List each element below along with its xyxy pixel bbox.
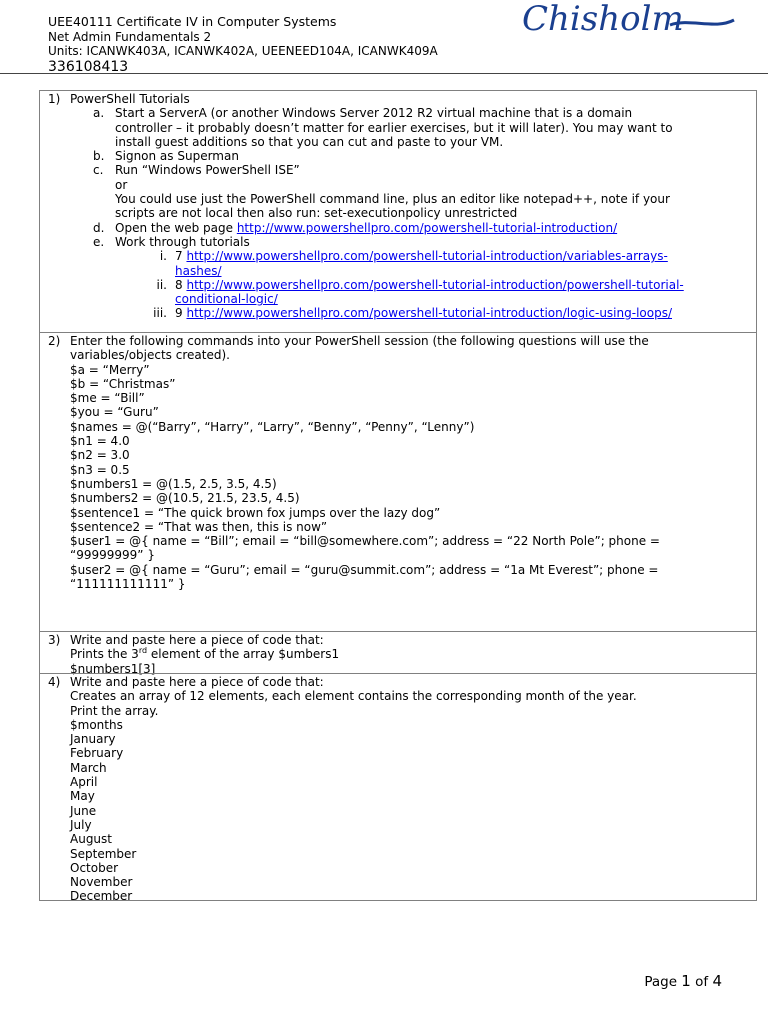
code-line: $user1 = @{ name = “Bill”; email = “bill@somewhere.com”; address = “22 North Pole”; phone =: [70, 534, 660, 549]
code-line: $you = “Guru”: [70, 405, 159, 420]
page-footer: [644, 972, 722, 990]
header-divider: [0, 73, 768, 74]
month-line: August: [70, 832, 112, 847]
section-number: 2): [48, 334, 61, 348]
item-e-iii: iii. 9 http://www.powershellpro.com/powershell-tutorial-introduction/logic-using-loops/: [153, 306, 672, 321]
code-line: $n1 = 4.0: [70, 434, 130, 449]
month-line: April: [70, 775, 98, 790]
month-line: March: [70, 760, 107, 775]
units-line: Units: ICANWK403A, ICANWK402A, UEENEED104A, ICANWK409A: [48, 44, 438, 58]
subject-title: Net Admin Fundamentals 2: [48, 29, 212, 44]
page-total: 4: [712, 972, 722, 990]
page-word: Page: [644, 974, 677, 990]
of-word: of: [695, 974, 709, 990]
item-a-cont: controller – it probably doesn’t matter for earlier exercises, but it will later). You may want to: [115, 120, 673, 135]
code-line: Enter the following commands into your PowerShell session (the following questions will use the: [70, 334, 649, 348]
code-line: “111111111111” }: [70, 577, 186, 592]
section-3: [39, 631, 757, 674]
conditional-logic-link[interactable]: http://www.powershellpro.com/powershell-tutorial-introduction/powershell-tutorial-: [186, 277, 684, 292]
item-c: c. Run “Windows PowerShell ISE”: [93, 163, 300, 178]
answer-line: $numbers1[3]: [70, 661, 156, 676]
month-line: October: [70, 860, 119, 875]
code-line: $sentence2 = “That was then, this is now”: [70, 519, 328, 534]
month-line: May: [70, 789, 95, 804]
month-line: December: [70, 889, 133, 904]
month-line: June: [70, 803, 97, 818]
logic-loops-link[interactable]: http://www.powershellpro.com/powershell-tutorial-introduction/logic-using-loops/: [186, 306, 672, 321]
section-number: 3): [48, 633, 61, 647]
section-1: [39, 90, 757, 333]
question-line: Creates an array of 12 elements, each element contains the corresponding month of the year.: [70, 689, 637, 704]
item-e: e. Work through tutorials: [93, 234, 250, 249]
item-b: b. Signon as Superman: [93, 149, 239, 164]
code-line: “99999999” }: [70, 548, 155, 563]
month-line: July: [70, 817, 92, 832]
question-line: Prints the 3rd element of the array $umbers1: [70, 646, 340, 662]
item-e-ii: ii. 8 http://www.powershellpro.com/powershell-tutorial-introduction/powershell-tutorial-: [156, 277, 684, 292]
month-line: September: [70, 846, 137, 861]
month-line: November: [70, 875, 133, 890]
answer-line: $months: [70, 717, 123, 732]
code-line: $me = “Bill”: [70, 391, 145, 406]
section-title: PowerShell Tutorials: [70, 92, 190, 106]
question-line: Print the array.: [70, 703, 159, 718]
section-number: 1): [48, 92, 61, 106]
item-a-cont: install guest additions so that you can cut and paste to your VM.: [115, 134, 504, 149]
code-line: $n3 = 0.5: [70, 462, 130, 477]
month-line: February: [70, 746, 124, 761]
page-number: 1: [681, 972, 691, 990]
section-number: 4): [48, 675, 61, 689]
question-line: Write and paste here a piece of code that:: [70, 675, 324, 689]
conditional-logic-link-cont[interactable]: conditional-logic/: [175, 292, 278, 307]
item-a: a. Start a ServerA (or another Windows Server 2012 R2 virtual machine that is a domain: [93, 106, 633, 121]
code-line: $n2 = 3.0: [70, 448, 130, 463]
item-c-cont: scripts are not local then also run: set-executionpolicy unrestricted: [115, 206, 518, 221]
item-e-i: i. 7 http://www.powershellpro.com/powershell-tutorial-introduction/variables-arrays-: [159, 249, 668, 264]
code-line: $numbers1 = @(1.5, 2.5, 3.5, 4.5): [70, 476, 277, 491]
variables-arrays-link[interactable]: http://www.powershellpro.com/powershell-tutorial-introduction/variables-arrays-: [186, 249, 668, 264]
logo-text: Chisholm: [522, 0, 684, 39]
code-line: $user2 = @{ name = “Guru”; email = “guru@summit.com”; address = “1a Mt Everest”; phone =: [70, 562, 659, 577]
chisholm-logo: [520, 0, 736, 46]
item-d: d. Open the web page http://www.powershellpro.com/powershell-tutorial-introduction/: [93, 220, 618, 235]
code-line: $numbers2 = @(10.5, 21.5, 23.5, 4.5): [70, 491, 300, 506]
section-4: [39, 673, 757, 904]
question-line: Write and paste here a piece of code that:: [70, 633, 324, 647]
code-line: $sentence1 = “The quick brown fox jumps over the lazy dog”: [70, 505, 441, 520]
month-line: January: [70, 732, 116, 747]
code-line: $names = @(“Barry”, “Harry”, “Larry”, “Benny”, “Penny”, “Lenny”): [70, 419, 475, 434]
course-title: UEE40111 Certificate IV in Computer Systems: [48, 14, 337, 29]
tutorial-intro-link[interactable]: http://www.powershellpro.com/powershell-tutorial-introduction/: [236, 220, 618, 235]
variables-arrays-link-cont[interactable]: hashes/: [175, 263, 222, 278]
section-2: [39, 332, 757, 632]
code-line: $a = “Merry”: [70, 362, 150, 377]
code-line: variables/objects created).: [70, 348, 230, 363]
code-line: $b = “Christmas”: [70, 376, 176, 391]
student-id: 336108413: [48, 58, 129, 75]
document-header: [48, 15, 438, 75]
item-c-cont: You could use just the PowerShell command line, plus an editor like notepad++, note if your: [115, 192, 670, 207]
item-c-or: or: [115, 177, 128, 192]
